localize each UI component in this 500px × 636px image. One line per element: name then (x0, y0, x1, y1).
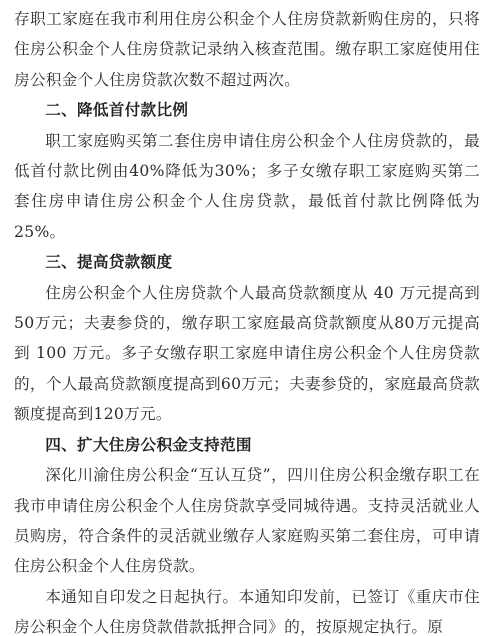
section-heading-raise-loan-limit: 三、提高贷款额度 (45, 253, 173, 272)
section-body-lower-down-payment: 职工家庭购买第二套住房申请住房公积金个人住房贷款的，最低首付款比例由40%降低为30%；多子女缴存职工家庭购买第二套住房申请住房公积金个人住房贷款，最低首付款比例降低为25%。 (14, 131, 480, 241)
section-heading-lower-down-payment: 二、降低首付款比例 (45, 101, 189, 120)
intro-paragraph: 存职工家庭在我市利用住房公积金个人住房贷款新购住房的，只将住房公积金个人住房贷款记录纳入核查范围。缴存职工家庭使用住房公积金个人住房贷款次数不超过两次。 (14, 10, 480, 89)
section-heading-expand-support-scope: 四、扩大住房公积金支持范围 (45, 435, 252, 454)
section-body-expand-support-scope: 深化川渝住房公积金“互认互贷”，四川住房公积金缴存职工在我市申请住房公积金个人住房贷款享受同城待遇。支持灵活就业人员购房，符合条件的灵活就业缴存人家庭购买第二套住房，可申请住房公积金个人住房贷款。 (14, 466, 480, 576)
section-body-raise-loan-limit: 住房公积金个人住房贷款个人最高贷款额度从 40 万元提高到50万元；夫妻参贷的，缴存职工家庭最高贷款额度从80万元提高到 100 万元。多子女缴存职工家庭申请住房公积金个人住房贷款的，个人最高贷款额度提高到60万元；夫妻参贷的，家庭最高贷款额度提高到120万元。 (14, 283, 480, 424)
closing-paragraph: 本通知自印发之日起执行。本通知印发前，已签订《重庆市住房公积金个人住房贷款借款抵押合同》的，按原规定执行。原 (14, 587, 480, 636)
